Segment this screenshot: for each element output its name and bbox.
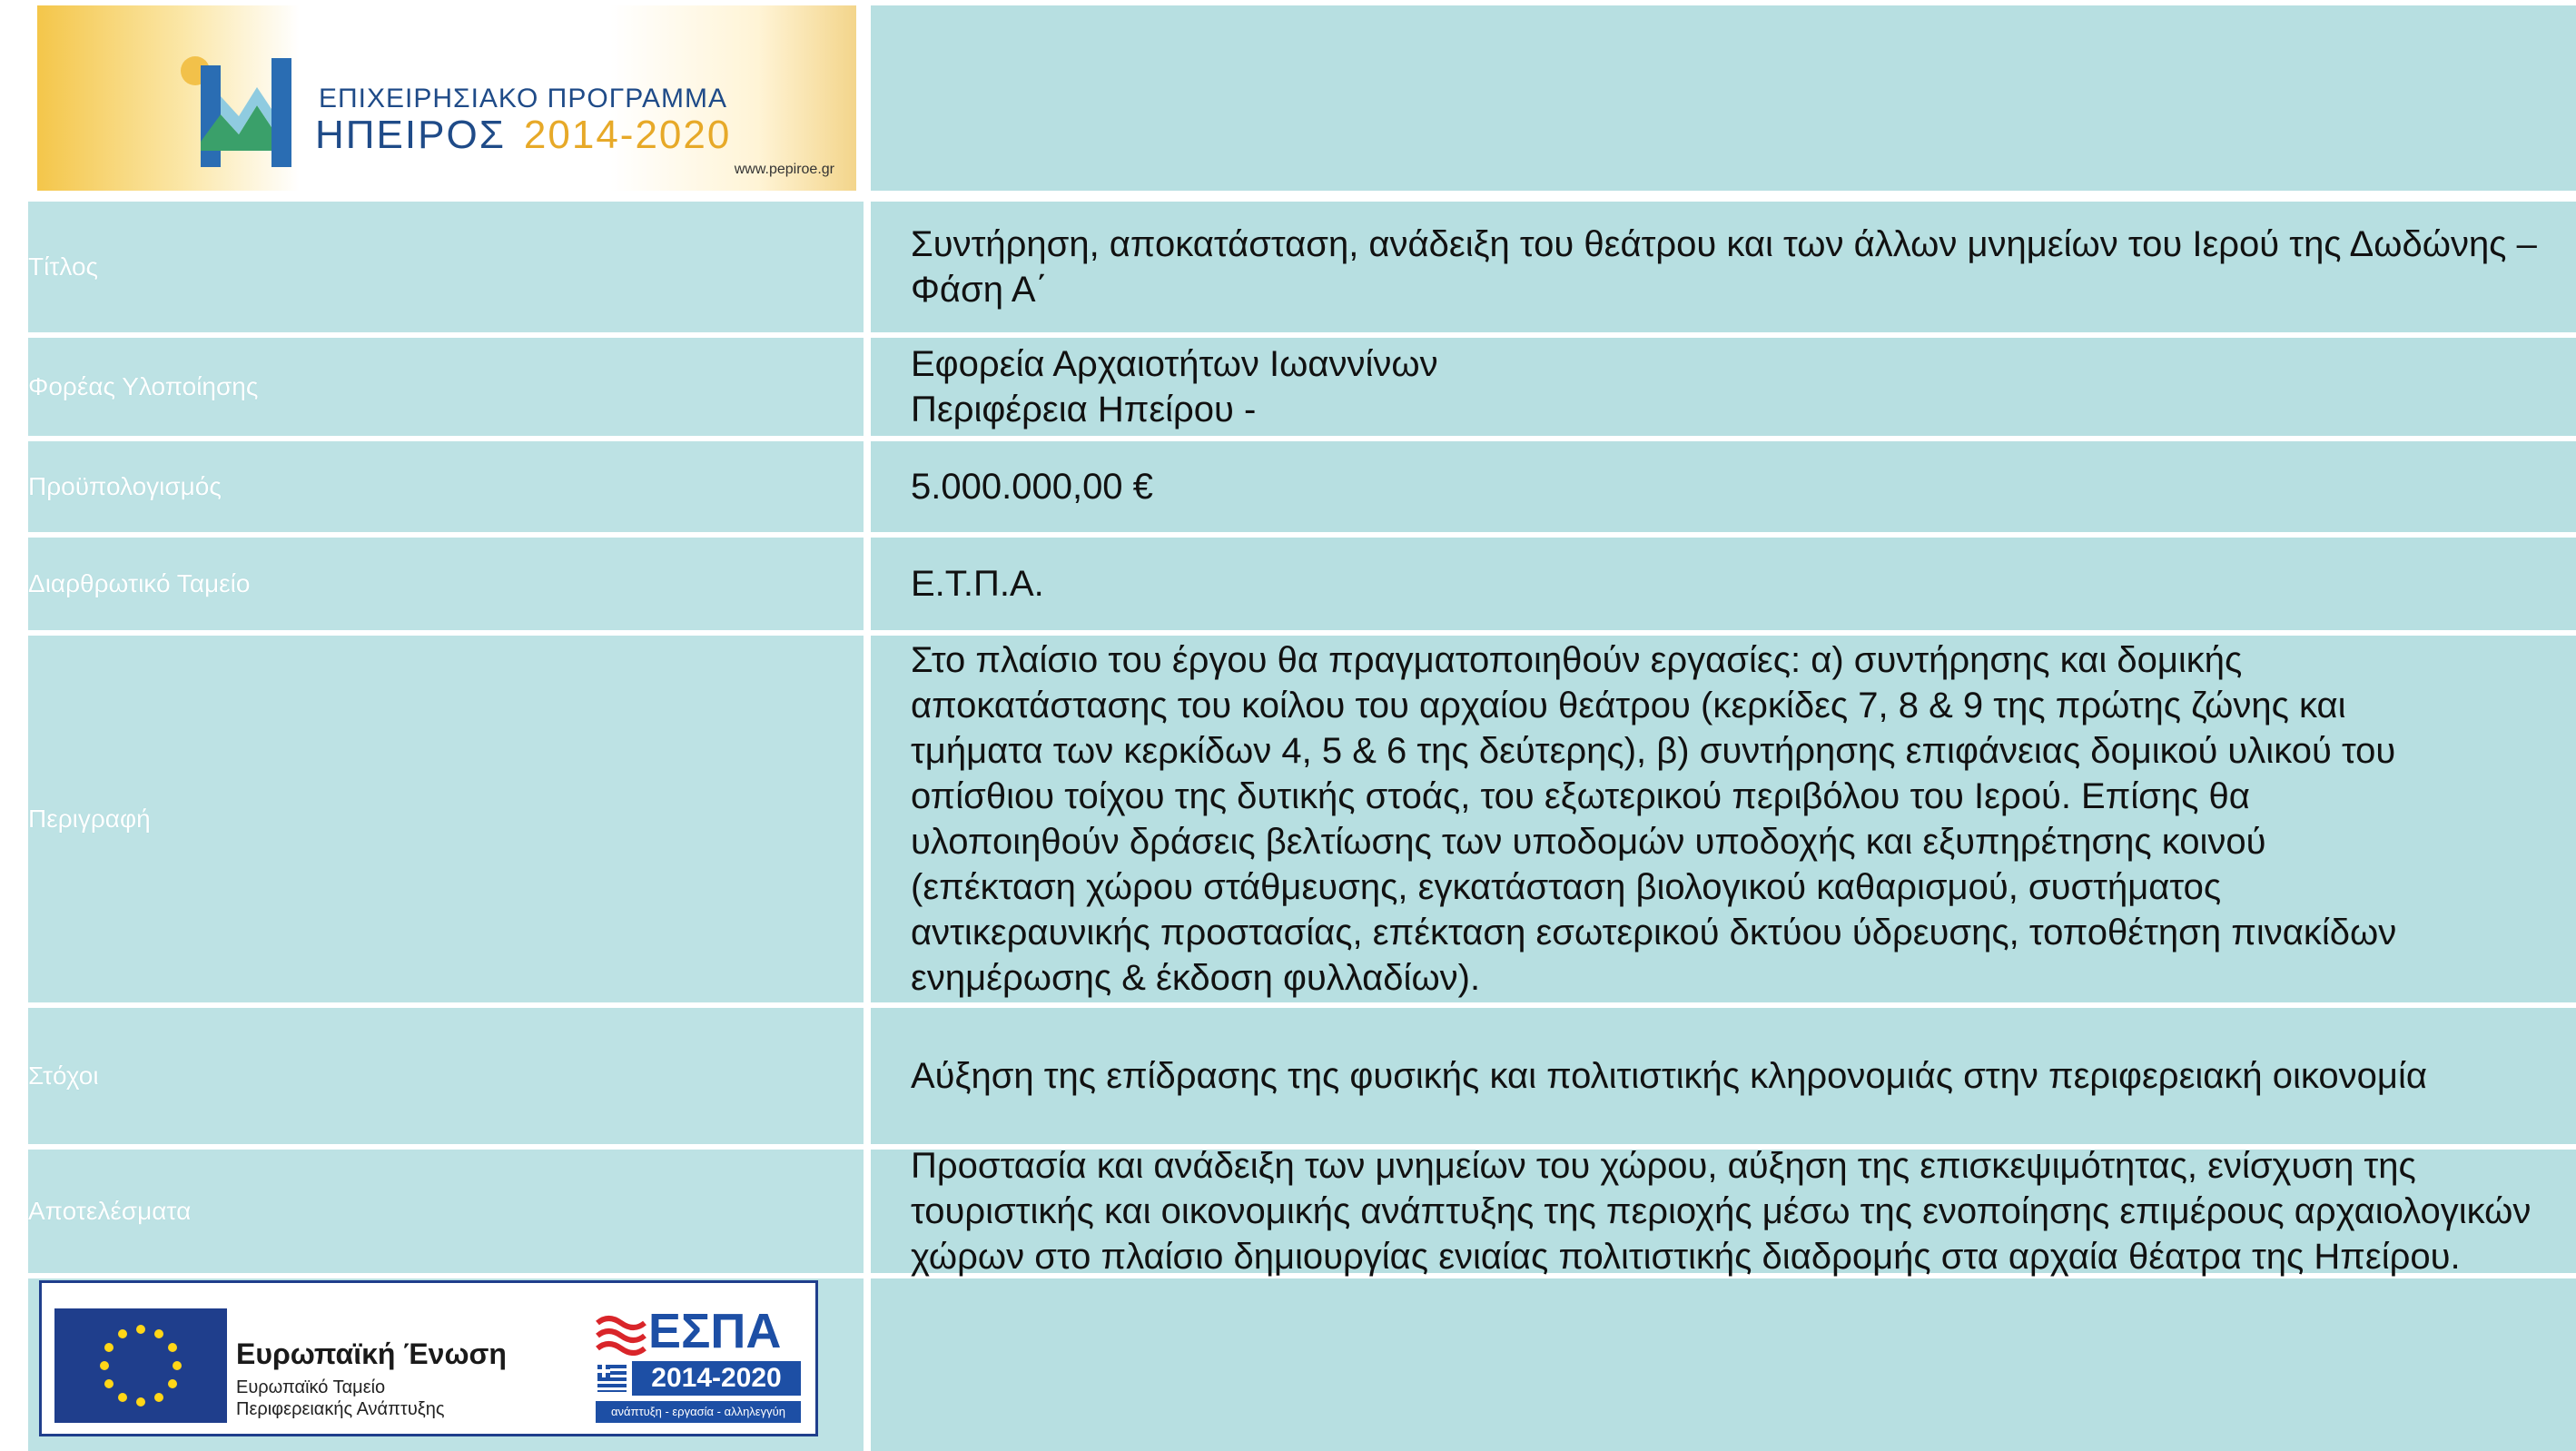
espa-waves-icon <box>596 1312 646 1356</box>
espa-logo <box>596 1303 806 1425</box>
eu-flag-icon <box>54 1308 227 1423</box>
row-implementing-body <box>28 338 2576 436</box>
value-line: Προστασία και ανάδειξη των μνημείων του χώρου, αύξηση της επισκεψιμότητας, ενίσχυση της <box>911 1146 2416 1186</box>
value-line: Φάση Α΄ <box>911 270 1048 310</box>
eu-stars-icon <box>54 1308 227 1423</box>
value-text <box>911 1143 2531 1279</box>
value-line: Εφορεία Αρχαιοτήτων Ιωαννίνων <box>911 344 1438 384</box>
value-text <box>911 637 2396 1001</box>
espa-tagline: ανάπτυξη - εργασία - αλληλεγγύη <box>596 1401 801 1423</box>
value-line: τμήματα των κερκίδων 4, 5 & 6 της δεύτερης), β) συντήρησης επιφάνειας δομικού υλικού του <box>911 731 2396 771</box>
value-line: χώρων στο πλαίσιο δημιουργίας ενιαίας πολιτιστικής διαδρομής στα αρχαία θέατρα της Ηπείρου. <box>911 1237 2461 1277</box>
row-title <box>28 202 2576 332</box>
funding-logos <box>39 1280 818 1436</box>
program-title-line: ΕΠΙΧΕΙΡΗΣΙΑΚΟ ΠΡΟΓΡΑΜΜΑ <box>319 84 728 114</box>
footer-right-cell <box>871 1278 2576 1451</box>
row-label: Τίτλος <box>28 202 864 332</box>
row-value <box>871 338 2576 436</box>
value-line: αντικεραυνικής προστασίας, επέκταση εσωτερικού δκτύου ύδρευσης, τοποθέτηση πινακίδων <box>911 913 2397 953</box>
value-text <box>911 341 1438 432</box>
value-line: 5.000.000,00 € <box>911 467 1153 507</box>
eu-title: Ευρωπαϊκή Ένωση <box>236 1337 507 1370</box>
value-line: Συντήρηση, αποκατάσταση, ανάδειξη του θεάτρου και των άλλων μνημείων του Ιερού της Δωδώνης – <box>911 224 2537 264</box>
row-label: Περιγραφή <box>28 636 864 1002</box>
row-value <box>871 636 2576 1002</box>
row-structural-fund <box>28 538 2576 630</box>
value-line: αποκατάστασης του κοίλου του αρχαίου θεάτρου (κερκίδες 7, 8 & 9 της πρώτης ζώνης και <box>911 686 2346 726</box>
value-line: (επέκταση χώρου στάθμευσης, εγκατάσταση βιολογικού καθαρισμού, συστήματος <box>911 867 2222 907</box>
program-url: www.pepiroe.gr <box>734 162 834 177</box>
header-right-cell <box>871 5 2576 191</box>
row-value <box>871 441 2576 532</box>
value-line: ενημέρωσης & έκδοση φυλλαδίων). <box>911 958 1481 998</box>
espa-title: ΕΣΠΑ <box>648 1304 782 1358</box>
row-label: Προϋπολογισμός <box>28 441 864 532</box>
row-label: Διαρθρωτικό Ταμείο <box>28 538 864 630</box>
value-line: οπίσθιου τοίχου της δυτικής στοάς, του εξωτερικού περιβόλου του Ιερού. Επίσης θα <box>911 776 2250 816</box>
row-value <box>871 1146 2576 1277</box>
project-info-sheet <box>28 0 2576 1451</box>
row-results <box>28 1146 2576 1277</box>
espa-years: 2014-2020 <box>632 1361 801 1396</box>
row-description <box>28 636 2576 1002</box>
epirus-logo-icon <box>173 51 301 169</box>
program-name <box>315 113 731 158</box>
value-line: Στο πλαίσιο του έργου θα πραγματοποιηθούν εργασίες: α) συντήρησης και δομικής <box>911 640 2243 680</box>
row-budget <box>28 441 2576 532</box>
row-value <box>871 202 2576 332</box>
value-text <box>911 222 2537 312</box>
greek-flag-icon <box>597 1365 627 1392</box>
row-label: Στόχοι <box>28 1008 864 1144</box>
value-line: υλοποιηθούν δράσεις βελτίωσης των υποδομών υποδοχής και εξυπηρέτησης κοινού <box>911 822 2266 862</box>
value-line: Αύξηση της επίδρασης της φυσικής και πολιτιστικής κληρονομιάς στην περιφερειακή οικονομία <box>911 1056 2427 1096</box>
program-logo-banner <box>37 5 856 191</box>
row-goals <box>28 1008 2576 1144</box>
eu-fund-line1: Ευρωπαϊκό Ταμείο <box>236 1377 386 1397</box>
row-label: Φορέας Υλοποίησης <box>28 338 864 436</box>
program-years: 2014-2020 <box>523 113 732 157</box>
row-value <box>871 538 2576 630</box>
eu-fund-line2: Περιφερειακής Ανάπτυξης <box>236 1399 445 1419</box>
value-line: τουριστικής και οικονομικής ανάπτυξης της περιοχής μέσω της ενοποίησης επιμέρους αρχαιολογικών <box>911 1191 2532 1231</box>
row-value <box>871 1008 2576 1144</box>
row-label: Αποτελέσματα <box>28 1150 864 1273</box>
program-name-text: ΗΠΕΙΡΟΣ <box>315 113 506 157</box>
value-line: Περιφέρεια Ηπείρου - <box>911 390 1257 429</box>
value-line: Ε.Τ.Π.Α. <box>911 564 1044 604</box>
